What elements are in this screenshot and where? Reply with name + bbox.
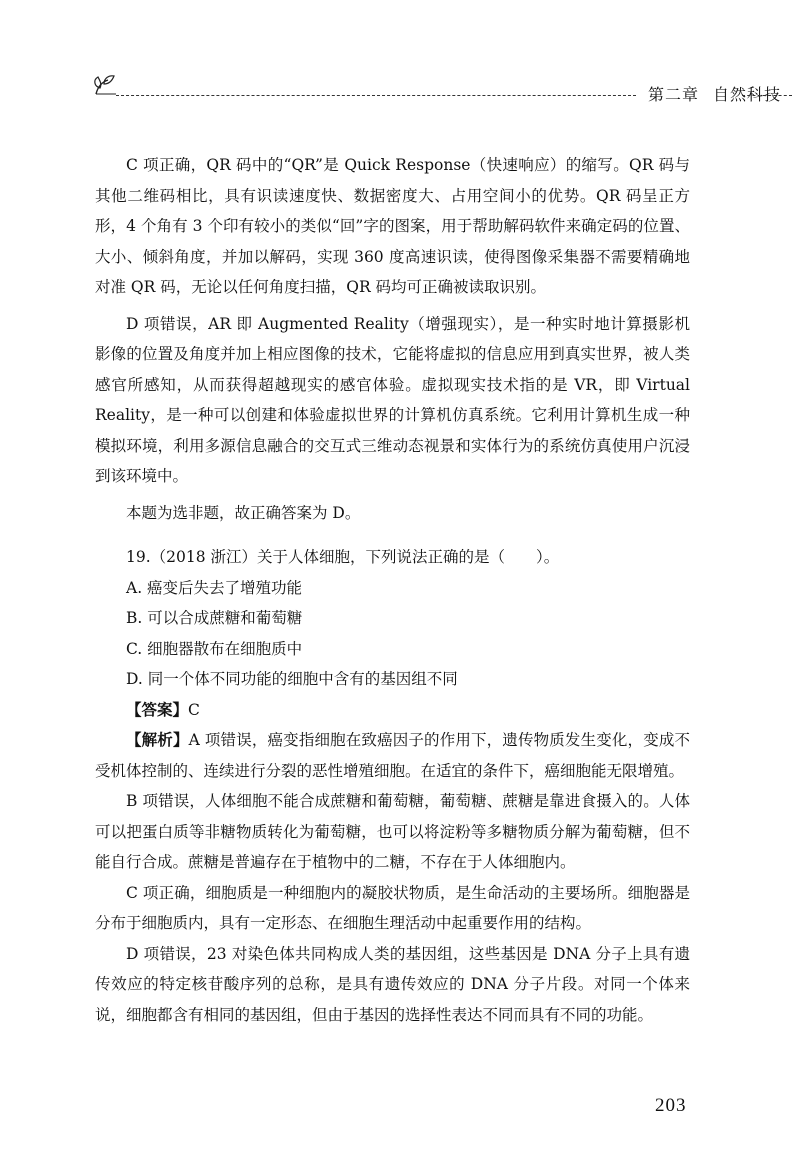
header-rule-right — [742, 95, 792, 96]
chapter-label: 第二章 — [648, 85, 700, 104]
running-header — [90, 70, 782, 110]
option-a: A. 癌变后失去了增殖功能 — [126, 578, 303, 597]
section-label: 自然科技 — [713, 85, 782, 104]
question-stem: 19.（2018 浙江）关于人体细胞，下列说法正确的是（ ）。 — [126, 548, 560, 566]
analysis-a-text: A 项错误，癌变指细胞在致癌因子的作用下，遗传物质发生变化，变成不受机体控制的、连续进行分裂的恶性增殖细胞。在适宜的条件下，癌细胞能无限增殖。 — [95, 731, 690, 780]
paragraph-d-wrong: D 项错误，AR 即 Augmented Reality（增强现实），是一种实时地计算摄影机影像的位置及角度并加上相应图像的技术，它能将虚拟的信息应用到真实世界，被人类感官所感知，从而获得超越现实的感官体验。虚拟现实技术指的是 VR，即 Virtual Reality，是一种可以创建和体验虚拟世界的计算机仿真系统。它利用计算机生成一种模拟环境，利用多源信息融合的交互式三维动态视景和实体行为的系统仿真使用户沉浸到该环境中。 — [95, 314, 690, 485]
analysis-b: B 项错误，人体细胞不能合成蔗糖和葡萄糖，葡萄糖、蔗糖是靠进食摄入的。人体可以把蛋白质等非糖物质转化为葡萄糖，也可以将淀粉等多糖物质分解为葡萄糖，但不能自行合成。蔗糖是普遍存在于植物中的二糖，不存在于人体细胞内。 — [95, 792, 690, 871]
analysis-c: C 项正确，细胞质是一种细胞内的凝胶状物质，是生命活动的主要场所。细胞器是分布于细胞质内，具有一定形态、在细胞生理活动中起重要作用的结构。 — [95, 883, 690, 932]
answer-line — [95, 695, 690, 726]
answer-label: 【答案】 — [126, 700, 189, 719]
analysis-d: D 项错误，23 对染色体共同构成人类的基因组，这些基因是 DNA 分子上具有遗传效应的特定核苷酸序列的总称，是具有遗传效应的 DNA 分子片段。对同一个体来说，细胞都含有相同的基因组，但由于基因的选择性表达不同而具有不同的功能。 — [95, 944, 690, 1024]
option-b: B. 可以合成蔗糖和葡萄糖 — [126, 609, 303, 627]
page-number: 203 — [655, 1095, 687, 1116]
page-body — [95, 150, 690, 1030]
paragraph-conclusion: 本题为选非题，故正确答案为 D。 — [126, 503, 361, 522]
option-d: D. 同一个体不同功能的细胞中含有的基因组不同 — [126, 670, 458, 688]
header-rule-left — [116, 95, 636, 96]
analysis-first — [95, 725, 690, 786]
answer-value: C — [188, 700, 200, 719]
leaf-logo-icon — [90, 72, 118, 100]
header-title — [648, 82, 781, 105]
analysis-label: 【解析】 — [126, 731, 189, 749]
option-c: C. 细胞器散布在细胞质中 — [126, 639, 303, 658]
paragraph-c-correct: C 项正确，QR 码中的“QR”是 Quick Response（快速响应）的缩写。QR 码与其他二维码相比，具有识读速度快、数据密度大、占用空间小的优势。QR 码呈正方形，4 个角有 3 个印有较小的类似“回”字的图案，用于帮助解码软件来确定码的位置、大小、倾斜角度，并加以解码，实现 360 度高速识读，使得图像采集器不需要精确地对准 QR 码，无论以任何角度扫描，QR 码均可正确被读取识别。 — [95, 156, 690, 296]
